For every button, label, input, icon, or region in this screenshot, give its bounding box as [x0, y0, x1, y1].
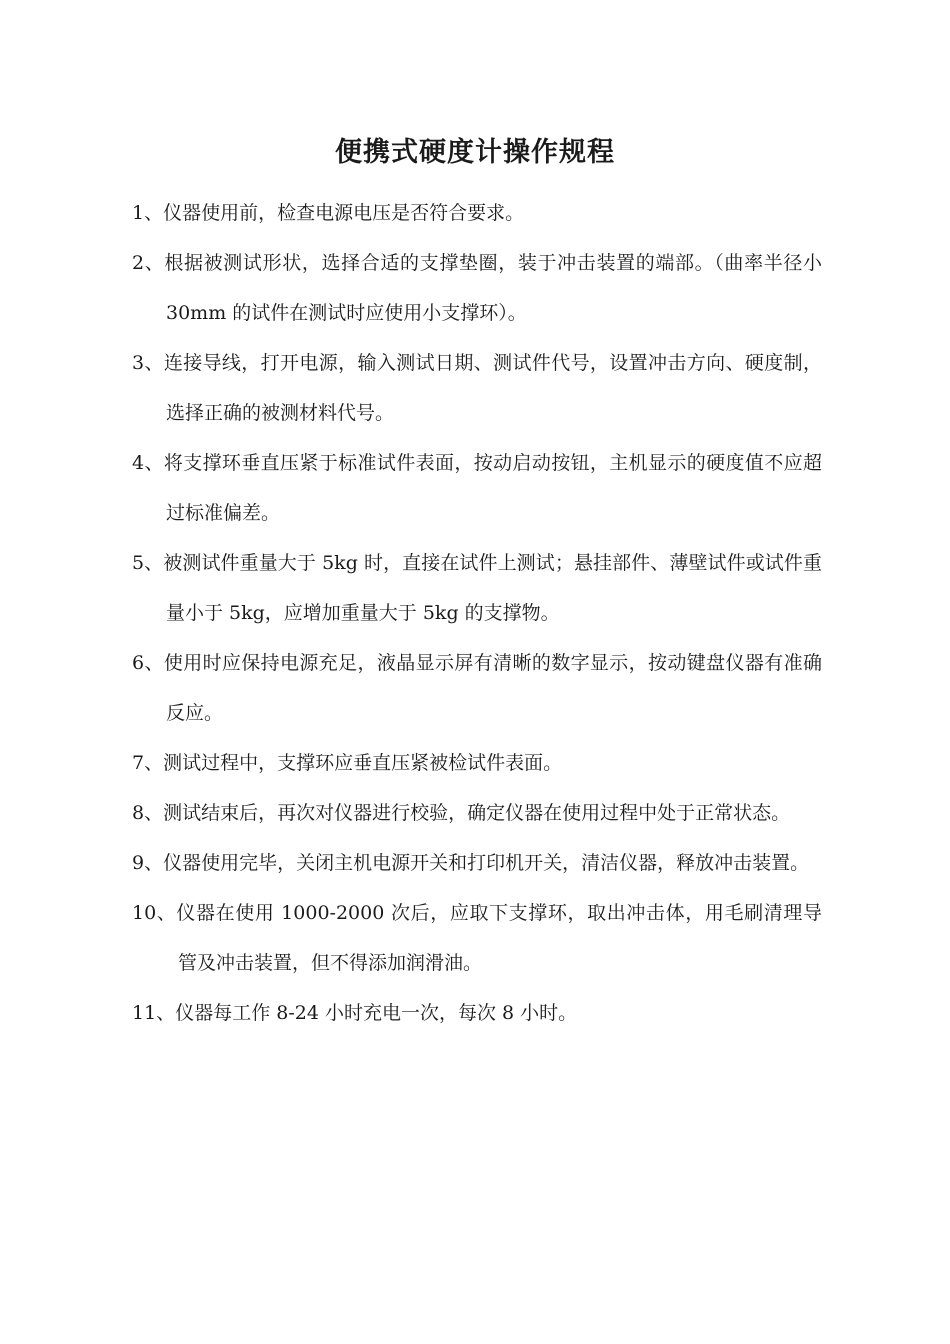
rule-number: 4、: [132, 452, 164, 474]
rule-number: 5、: [132, 552, 164, 574]
rule-text: 仪器使用前，检查电源电压是否符合要求。: [163, 202, 525, 224]
rule-item-6: [132, 638, 822, 738]
rule-number: 10、: [132, 902, 177, 924]
rule-number: 7、: [132, 752, 164, 774]
rule-number: 2、: [132, 252, 165, 274]
rule-item-7: [132, 738, 822, 788]
rule-text: 测试结束后，再次对仪器进行校验，确定仪器在使用过程中处于正常状态。: [163, 802, 791, 824]
rule-text: 将支撑环垂直压紧于标准试件表面，按动启动按钮，主机显示的硬度值不应超过标准偏差。: [163, 452, 822, 524]
rule-item-3: [132, 338, 822, 438]
rule-item-2: [132, 238, 822, 338]
rule-number: 1、: [132, 202, 164, 224]
rule-text: 连接导线，打开电源，输入测试日期、测试件代号，设置冲击方向、硬度制，选择正确的被测材料代号。: [163, 352, 822, 424]
rule-number: 3、: [132, 352, 164, 374]
rule-item-10: [132, 888, 822, 988]
rule-text: 测试过程中，支撑环应垂直压紧被检试件表面。: [163, 752, 563, 774]
rule-text: 仪器每工作 8-24 小时充电一次，每次 8 小时。: [175, 1002, 578, 1024]
rule-text: 仪器使用完毕，关闭主机电源开关和打印机开关，清洁仪器，释放冲击装置。: [163, 852, 810, 874]
rule-item-8: [132, 788, 822, 838]
rule-item-4: [132, 438, 822, 538]
rule-item-5: [132, 538, 822, 638]
document-title: 便携式硬度计操作规程: [335, 137, 615, 168]
rule-number: 6、: [132, 652, 164, 674]
rule-text: 仪器在使用 1000-2000 次后，应取下支撑环，取出冲击体，用毛刷清理导管及冲击装置，但不得添加润滑油。: [176, 902, 822, 974]
rule-number: 8、: [132, 802, 164, 824]
rule-text: 被测试件重量大于 5kg 时，直接在试件上测试；悬挂部件、薄壁试件或试件重量小于 5kg，应增加重量大于 5kg 的支撑物。: [163, 552, 822, 624]
rule-number: 9、: [132, 852, 164, 874]
rule-number: 11、: [132, 1002, 176, 1024]
rule-list: [132, 188, 822, 1038]
rule-item-9: [132, 838, 822, 888]
rule-text: 使用时应保持电源充足，液晶显示屏有清晰的数字显示，按动键盘仪器有准确反应。: [163, 652, 822, 724]
rule-item-1: [132, 188, 822, 238]
rule-text: 根据被测试形状，选择合适的支撑垫圈，装于冲击装置的端部。（曲率半径小 30mm 的试件在测试时应使用小支撑环）。: [164, 252, 822, 324]
rule-item-11: [132, 988, 822, 1038]
